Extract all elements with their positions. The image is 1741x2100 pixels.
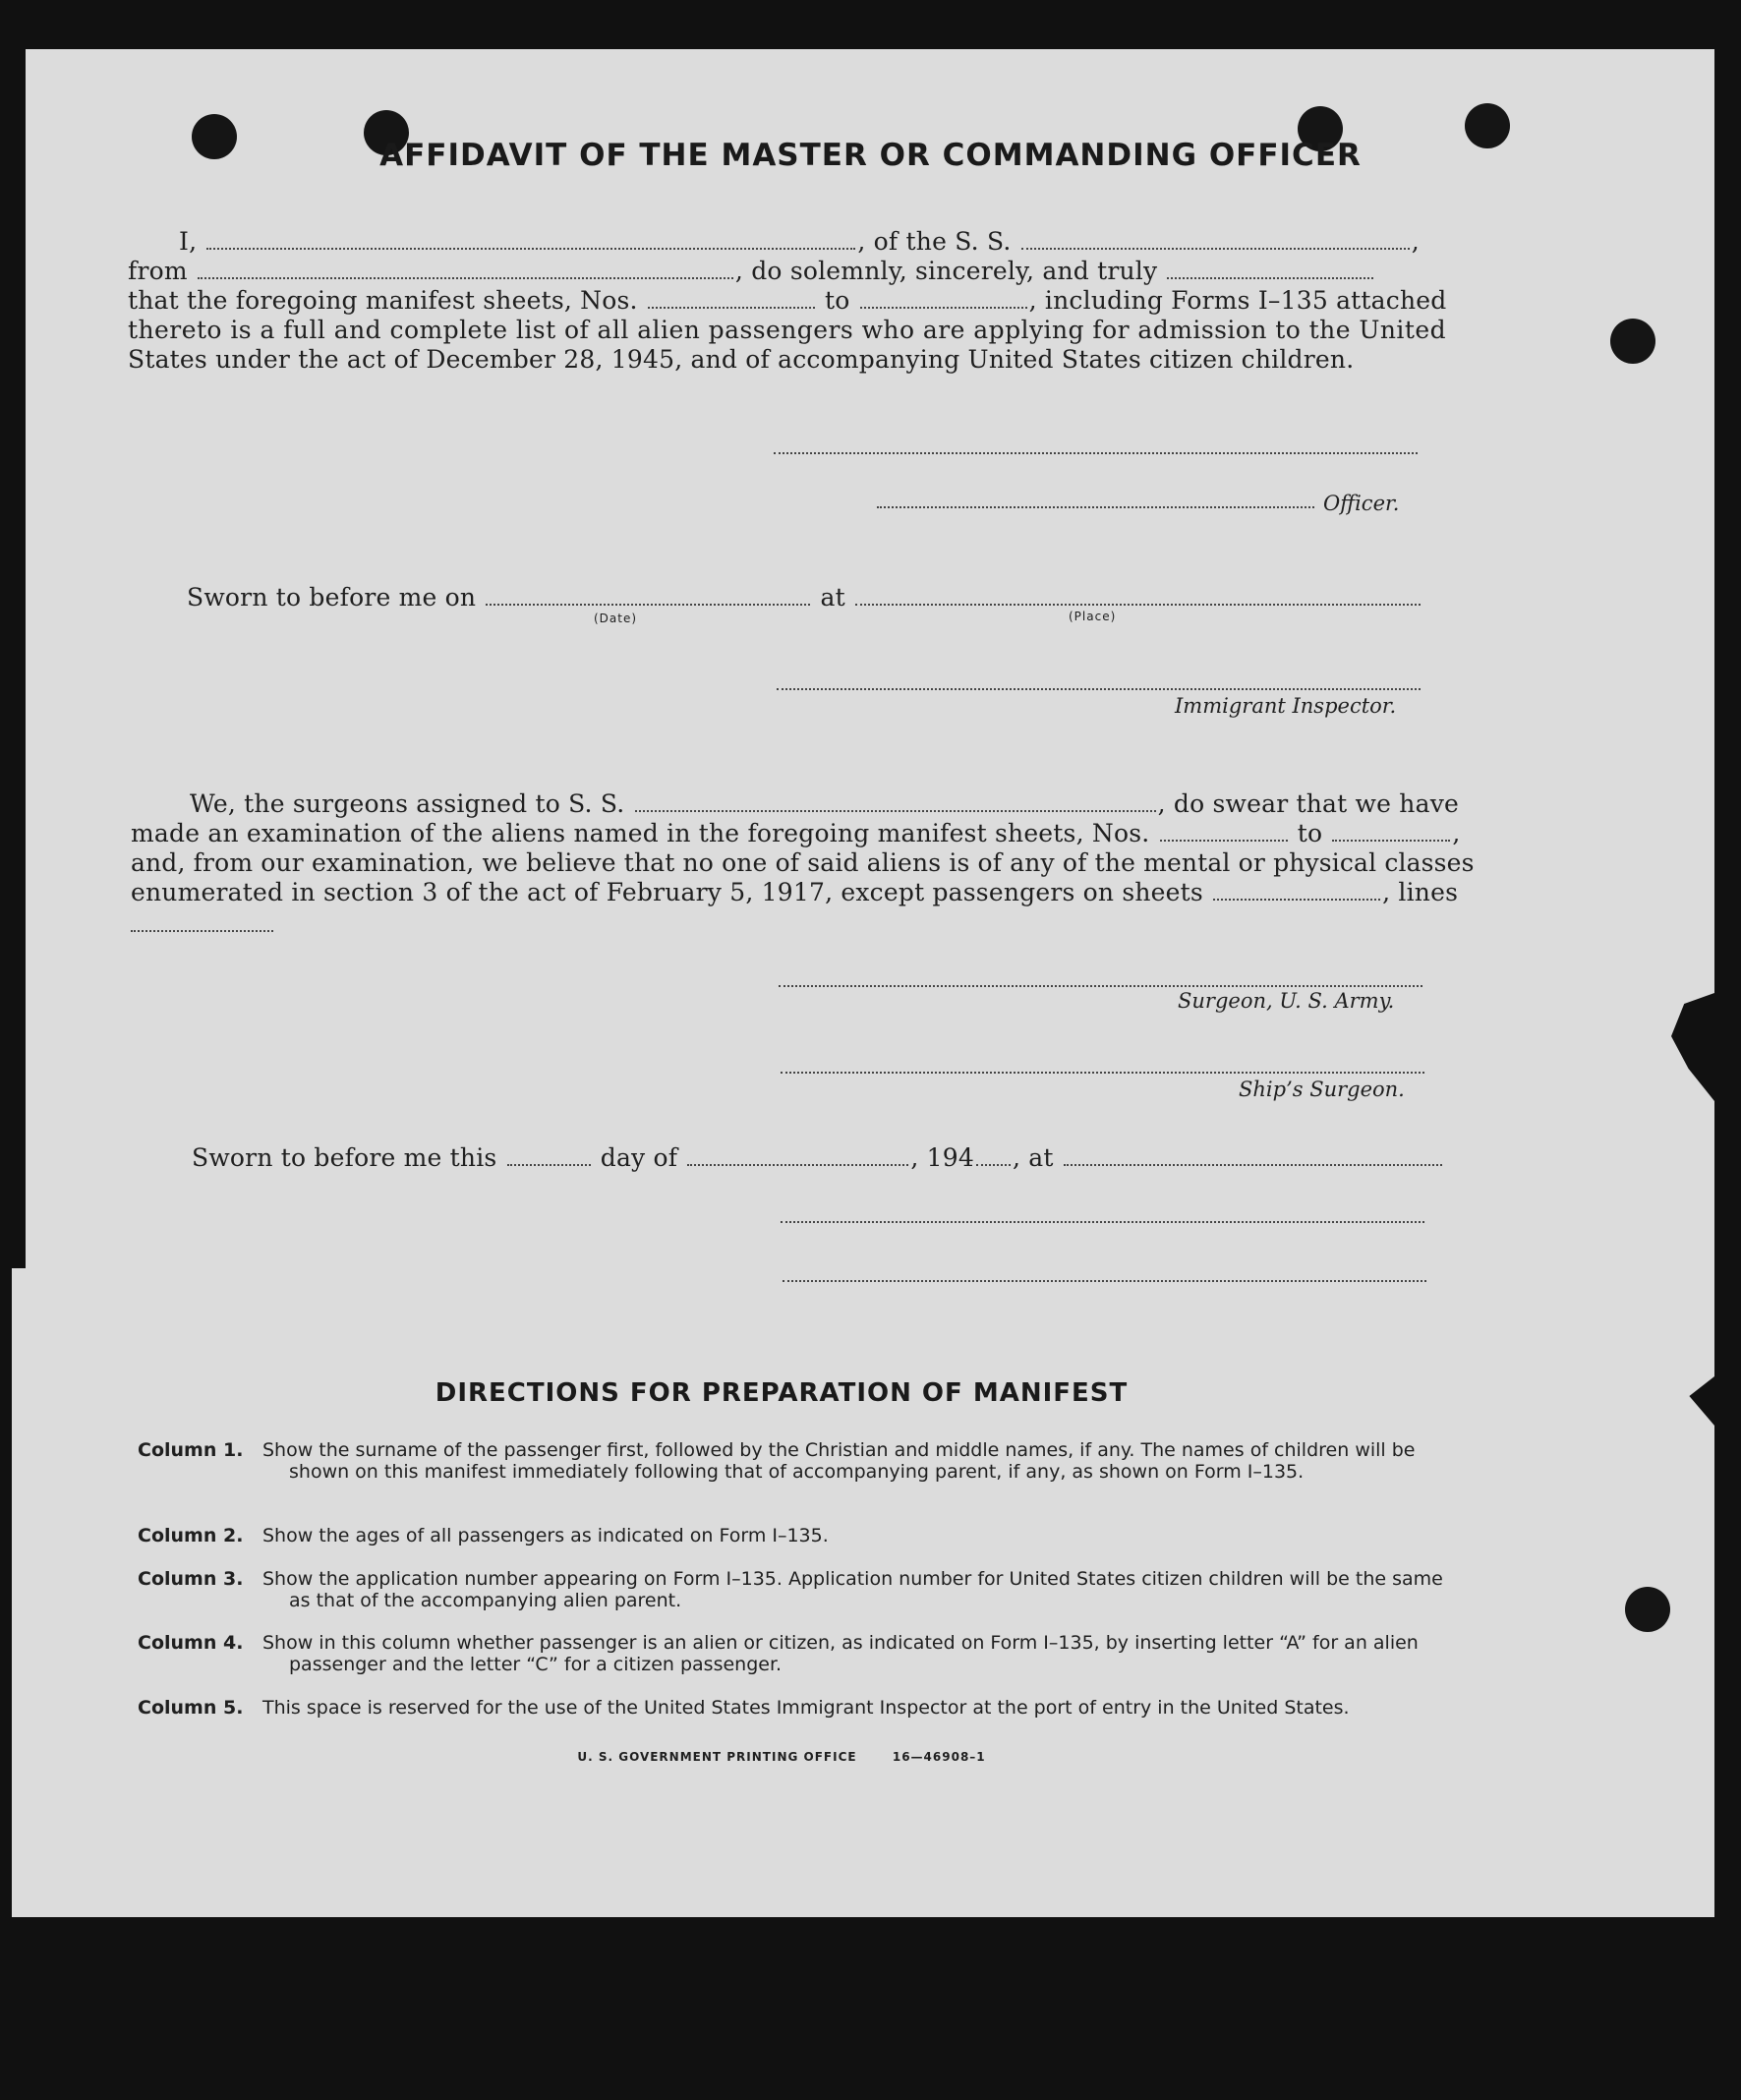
affidavit-line-4: thereto is a full and complete list of all alien passengers who are applying for admission to the United <box>128 316 1447 344</box>
printing-office-footer <box>0 1750 1563 1764</box>
sworn-date-blank[interactable] <box>486 584 810 606</box>
officer-caption: Officer. <box>1323 492 1400 515</box>
direction-text: Show the surname of the passenger first, followed by the Christian and middle names, if any. The names of children will be shown on this manifest immediately following that of accompanying parent, if any, as shown on Form I–135. <box>262 1439 1416 1483</box>
sheets-to-blank[interactable] <box>860 287 1027 309</box>
officer-signature-line[interactable] <box>877 506 1314 508</box>
sworn-before-me-on <box>187 582 1422 613</box>
affidavit-text: , including Forms I–135 attached <box>1028 286 1447 315</box>
surgeons-from-blank[interactable] <box>1160 820 1288 842</box>
surgeons-text: , <box>1452 819 1461 847</box>
direction-text: Show in this column whether passenger is an alien or citizen, as indicated on Form I–135, by inserting letter “A” for an alien passenger and the letter “C” for a citizen passenger. <box>262 1632 1419 1675</box>
sheets-from-blank[interactable] <box>648 287 815 309</box>
direction-label: Column 3. <box>138 1568 244 1590</box>
sworn-day-blank[interactable] <box>507 1144 591 1166</box>
affidavit-line-1 <box>179 226 1420 258</box>
inspector-signature-line-2[interactable] <box>781 1221 1424 1223</box>
surgeons-line-3: and, from our examination, we believe that no one of said aliens is of any of the mental or physical classes <box>131 848 1475 877</box>
sworn-year-blank[interactable] <box>976 1144 1011 1166</box>
affidavit-text: , of the S. S. <box>857 227 1012 256</box>
ship-blank[interactable] <box>1021 228 1410 250</box>
affidavit-text: , <box>1411 227 1420 256</box>
surgeons-text: to <box>1297 819 1323 847</box>
affidavit-text: , do solemnly, sincerely, and truly <box>734 257 1158 285</box>
sheets-blank[interactable] <box>1213 879 1380 901</box>
direction-label: Column 1. <box>138 1439 244 1461</box>
date-caption: (Date) <box>594 612 638 625</box>
surgeons-text: , lines <box>1382 878 1459 906</box>
sworn-before-me-this <box>192 1142 1444 1174</box>
master-signature-line[interactable] <box>774 452 1418 454</box>
affidavit-line-5: States under the act of December 28, 1945, and of accompanying United States citizen children. <box>128 345 1355 374</box>
ship-surgeon-caption: Ship’s Surgeon. <box>1239 1078 1405 1101</box>
name-blank[interactable] <box>206 228 855 250</box>
affidavit-line-2 <box>128 256 1375 287</box>
direction-label: Column 4. <box>138 1632 244 1654</box>
inspector-caption: Immigrant Inspector. <box>1175 694 1397 718</box>
affidavit-text: from <box>128 257 188 285</box>
surgeons-text: We, the surgeons assigned to S. S. <box>190 789 625 818</box>
surgeons-text: enumerated in section 3 of the act of February 5, 1917, except passengers on sheets <box>131 878 1203 906</box>
affidavit-line-3 <box>128 285 1447 317</box>
direction-text: Show the ages of all passengers as indicated on Form I–135. <box>262 1525 829 1546</box>
army-surgeon-caption: Surgeon, U. S. Army. <box>1178 989 1395 1013</box>
surgeons-text: day of <box>600 1143 678 1172</box>
affidavit-text: I, <box>179 227 198 256</box>
punch-hole-right-upper <box>1610 319 1655 364</box>
surgeons-to-blank[interactable] <box>1332 820 1450 842</box>
inspector-title-line-2[interactable] <box>783 1280 1426 1282</box>
surgeons-line-4 <box>131 877 1458 908</box>
sworn-location-blank[interactable] <box>1064 1144 1442 1166</box>
surgeons-text: made an examination of the aliens named in the foregoing manifest sheets, Nos. <box>131 819 1150 847</box>
from-blank[interactable] <box>198 258 733 279</box>
direction-label: Column 5. <box>138 1697 244 1719</box>
surgeons-text: , at <box>1013 1143 1054 1172</box>
surgeons-text: , 194 <box>910 1143 975 1172</box>
punch-hole-right-lower <box>1625 1587 1670 1632</box>
affidavit-text: at <box>820 583 845 612</box>
form-code: 16—46908–1 <box>892 1750 986 1764</box>
surgeons-line-2 <box>131 818 1461 849</box>
directions-title: DIRECTIONS FOR PREPARATION OF MANIFEST <box>435 1378 1129 1408</box>
affidavit-text: Sworn to before me on <box>187 583 477 612</box>
affidavit-title: AFFIDAVIT OF THE MASTER OR COMMANDING OFFICER <box>379 138 1362 173</box>
direction-label: Column 2. <box>138 1525 244 1546</box>
surgeons-text: , do swear that we have <box>1157 789 1460 818</box>
inspector-signature-line[interactable] <box>777 688 1421 690</box>
lines-blank[interactable] <box>131 930 273 932</box>
printer-name: U. S. GOVERNMENT PRINTING OFFICE <box>577 1750 857 1764</box>
sworn-place-blank[interactable] <box>855 584 1421 606</box>
surgeons-ship-blank[interactable] <box>635 790 1156 812</box>
surgeons-text: Sworn to before me this <box>192 1143 497 1172</box>
direction-text: This space is reserved for the use of the United States Immigrant Inspector at the port of entry in the United States. <box>262 1697 1350 1719</box>
place-caption: (Place) <box>1069 610 1117 623</box>
sworn-month-blank[interactable] <box>687 1144 908 1166</box>
affidavit-text: that the foregoing manifest sheets, Nos. <box>128 286 638 315</box>
oath-blank[interactable] <box>1167 258 1373 279</box>
affidavit-text: to <box>824 286 850 315</box>
army-surgeon-signature-line[interactable] <box>779 985 1422 987</box>
direction-text: Show the application number appearing on Form I–135. Application number for United States citizen children will be the same as that of the accompanying alien parent. <box>262 1568 1443 1611</box>
surgeons-line-1 <box>190 788 1459 820</box>
ship-surgeon-signature-line[interactable] <box>781 1072 1424 1074</box>
